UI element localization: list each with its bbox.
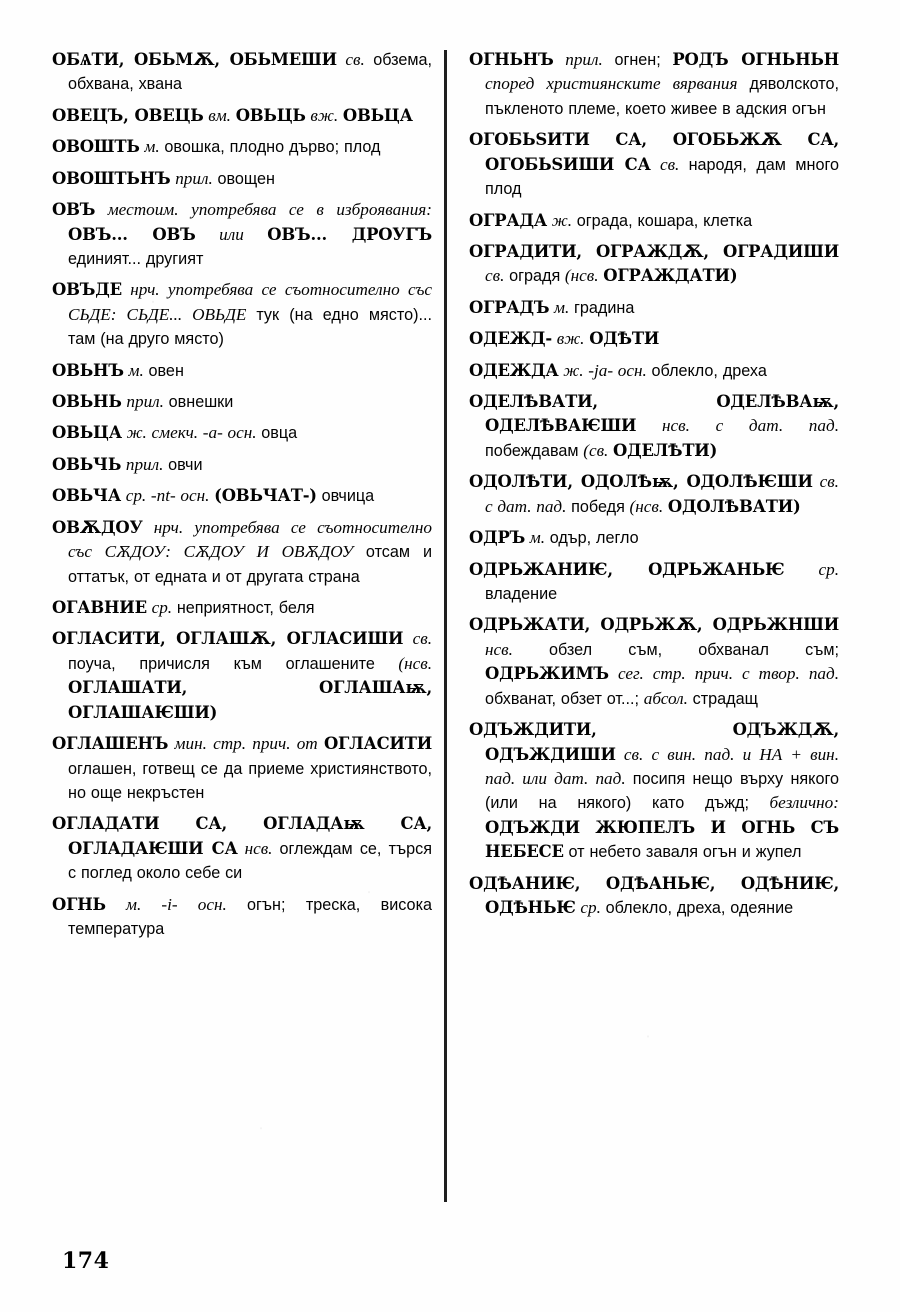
dictionary-entry: [52, 732, 432, 805]
cross-reference-headword: ОВЬЦА: [342, 105, 413, 125]
definition: поуча, причисля към оглашените: [68, 654, 375, 673]
headword: ОВѪДОУ: [52, 517, 143, 537]
dictionary-entry: [52, 453, 432, 477]
grammar-abbreviation: нрч.: [130, 280, 160, 300]
definition: градина: [574, 298, 635, 317]
definition-tertiary: страдащ: [692, 689, 758, 708]
example-form: (ОВЬЧАТ-): [214, 486, 317, 506]
grammar-abbreviation-secondary: безлично:: [769, 793, 839, 813]
headword: ОДЕЖДА: [469, 360, 559, 380]
dictionary-entry: [469, 240, 839, 289]
dictionary-entry: [52, 48, 432, 97]
grammar-abbreviation: м.: [144, 137, 160, 157]
definition: огнен;: [614, 51, 661, 69]
cross-reference-abbreviation: вж.: [310, 105, 339, 125]
example-form: РОДЪ ОГНЬНЬН: [672, 50, 839, 69]
usage-note: според християнските вярвания: [485, 74, 738, 94]
definition: тук (на едно място)... там (на друго място): [68, 305, 432, 349]
grammar-abbreviation: нсв. с дат. пад.: [662, 416, 839, 436]
cross-reference-headword: ОДОЛѢВАТИ): [667, 496, 801, 516]
definition: оглашен, готвещ се да приеме християнството, но още некръстен: [68, 759, 432, 802]
headword: ОВЪДЕ: [52, 280, 122, 300]
grammar-abbreviation: св.: [345, 50, 365, 69]
headword: ОДѢАНИѤ, ОДѢАНЬѤ, ОДѢНИѤ, ОДѢНЬѤ: [469, 873, 839, 918]
dictionary-entry: [52, 421, 432, 445]
headword: ОГОБЬЅИТИ СА, ОГОБЬЖѪ СА, ОГОБЬЅИШИ СА: [469, 130, 839, 174]
dictionary-entry: [469, 48, 839, 121]
grammar-abbreviation: ср. -nt- осн.: [125, 486, 210, 506]
definition: овнешки: [168, 393, 234, 412]
cross-reference-abbreviation: (нсв.: [629, 496, 664, 516]
right-text-column: [447, 48, 839, 1208]
headword: ОГНЬ: [52, 894, 106, 914]
definition: облекло, дреха, одеяние: [605, 899, 794, 918]
dictionary-entry: [469, 872, 839, 921]
connector: или: [219, 224, 244, 244]
grammar-abbreviation: местоим.: [107, 200, 179, 220]
dictionary-entry: [52, 104, 432, 128]
definition: овчица: [321, 487, 375, 506]
headword: ОДЕЖД-: [469, 329, 553, 349]
headword: ОГЛАСИТИ, ОГЛАШѪ, ОГЛАСИШИ: [52, 629, 404, 649]
headword: ОГАВНИЕ: [52, 598, 147, 618]
definition: огън; треска, висока температура: [68, 895, 433, 939]
definition-continued: дяволското, пъкленото племе, което живее в адския огън: [485, 75, 839, 118]
dictionary-entry: [52, 135, 432, 159]
grammar-abbreviation: прил.: [126, 392, 164, 412]
headword: ОГРАДА: [469, 210, 547, 230]
grammar-abbreviation: м.: [529, 528, 546, 548]
grammar-abbreviation: мин. стр. прич. от: [174, 734, 318, 754]
dictionary-entry: [469, 390, 839, 463]
dictionary-entry: [52, 359, 432, 383]
headword: ОГНЬНЪ: [469, 50, 554, 69]
headword: ОГРАДИТИ, ОГРАЖДѪ, ОГРАДИШИ: [469, 241, 839, 261]
grammar-abbreviation: св. с вин. пад. и НА + вин. пад. или дат. пад.: [485, 744, 839, 788]
headword: ОГРАДЪ: [469, 297, 550, 317]
headword: ОДРЪ: [469, 528, 526, 548]
headword: ОВЬНЪ: [52, 360, 124, 380]
headword: ОГЛАШЕНЪ: [52, 734, 169, 754]
headword-variant: ОВЬЦЬ: [235, 105, 306, 125]
dictionary-entry: [52, 893, 432, 942]
headword: ОВЪ: [52, 200, 96, 220]
example-form: ОДРЬЖИМЪ: [485, 664, 609, 684]
grammar-abbreviation: м.: [554, 297, 570, 317]
headword: ОДРЬЖАТИ, ОДРЬЖѪ, ОДРЬЖНШИ: [469, 615, 839, 635]
dictionary-entry: [52, 484, 432, 508]
headword: ОВОШТЬ: [52, 137, 140, 157]
two-column-text-body: [52, 48, 852, 1208]
grammar-abbreviation: ж. смекч. -а- осн.: [126, 423, 257, 443]
definition: обзема, обхвана, хвана: [68, 51, 432, 94]
headword: ОВЬЧА: [52, 486, 121, 506]
cross-reference-abbreviation: (св.: [583, 440, 609, 460]
cross-reference-headword: ОДѢТИ: [589, 329, 660, 349]
grammar-abbreviation: м.: [128, 360, 144, 380]
headword: ОДОЛѢТИ, ОДОЛѢѭ, ОДОЛѢѤШИ: [469, 472, 813, 492]
definition: посипя нещо върху някого (или на някого) като дъжд;: [485, 769, 839, 813]
dictionary-entry: [52, 390, 432, 414]
definition: овца: [261, 424, 298, 443]
dictionary-entry: [52, 627, 432, 725]
cross-reference-abbreviation: (нсв.: [398, 653, 433, 673]
definition-continued: от небето заваля огън и жупел: [568, 843, 802, 862]
dictionary-entry: [52, 516, 432, 589]
dictionary-entry: [469, 526, 839, 550]
dictionary-entry: [469, 359, 839, 383]
cross-reference-abbreviation: (нсв.: [564, 266, 599, 286]
cross-reference-headword: ОГРАЖДАТИ): [603, 266, 738, 286]
grammar-abbreviation: св.: [412, 629, 433, 649]
cross-reference-headword: ОГЛАСИТИ: [323, 734, 433, 754]
definition: одър, легло: [549, 529, 639, 548]
grammar-abbreviation: ж. -ja- осн.: [563, 360, 647, 380]
grammar-abbreviation: нсв.: [244, 838, 273, 858]
column-divider-rule: [444, 50, 447, 1202]
dictionary-entry: [469, 558, 839, 607]
definition: оглеждам се, търся с поглед около себе си: [68, 839, 432, 883]
definition: овчи: [168, 455, 203, 474]
grammar-abbreviation: нсв.: [485, 639, 513, 659]
dictionary-entry: [52, 167, 432, 191]
grammar-abbreviation-secondary: сег. стр. прич. с твор. пад.: [617, 664, 839, 684]
dictionary-entry: [469, 296, 839, 320]
headword: ОВОШТЬНЪ: [52, 168, 171, 188]
definition-continued: обхванат, обзет от...;: [485, 689, 640, 708]
headword: ОДРЬЖАНИѤ, ОДРЬЖАНЬѤ: [469, 559, 785, 579]
example-form: ОВЪ... ДРОУГЪ: [267, 224, 432, 244]
headword: ОГЛАДАТИ СА, ОГЛАДАѭ СА, ОГЛАДАѤШИ СА: [52, 814, 432, 858]
dictionary-entry: [52, 596, 432, 620]
headword: ОБѦТИ, ОБЬМѪ, ОБЬМЕШИ: [52, 50, 337, 69]
definition: обзел съм, обхванал съм;: [548, 640, 839, 659]
definition: овошка, плодно дърво; плод: [164, 138, 381, 157]
page-number: 174: [62, 1248, 110, 1274]
definition: владение: [485, 585, 558, 604]
grammar-abbreviation: нрч.: [153, 517, 184, 537]
headword: ОВЬЧЬ: [52, 454, 122, 474]
usage-note: употребява се съотносително със СЬДЕ: СЬДЕ... ОВЬДЕ: [68, 280, 432, 324]
definition: отсам и оттатък, от едната и от другата страна: [68, 543, 433, 586]
grammar-abbreviation: св.: [659, 154, 680, 174]
dictionary-entry: [52, 278, 432, 351]
definition: ограда, кошара, клетка: [576, 211, 753, 230]
headword: ОВЬЦА: [52, 423, 122, 443]
definition: овен: [148, 361, 184, 380]
dictionary-entry: [469, 718, 839, 865]
definition: овощен: [217, 169, 275, 188]
example-form: ОДЪЖДИ ЖЮПЕЛЪ И ОГНЬ СЪ НЕБЕСЕ: [485, 817, 839, 862]
headword: ОВЬНЬ: [52, 392, 122, 412]
grammar-abbreviation: св. с дат. пад.: [485, 472, 839, 516]
dictionary-entry: [469, 327, 839, 351]
dictionary-entry: [469, 209, 839, 233]
cross-reference-headword: ОГЛАШАТИ, ОГЛАШАѭ, ОГЛАШАѤШИ): [68, 678, 432, 722]
grammar-abbreviation: прил.: [565, 50, 603, 69]
dictionary-entry: [469, 128, 839, 201]
grammar-abbreviation: прил.: [175, 168, 213, 188]
dictionary-entry: [52, 198, 432, 271]
grammar-abbreviation: вм.: [208, 105, 231, 125]
grammar-abbreviation: прил.: [125, 454, 164, 474]
dictionary-entry: [52, 812, 432, 885]
definition: оградя: [509, 267, 561, 286]
definition: облекло, дреха: [651, 361, 767, 380]
grammar-abbreviation: ср.: [580, 898, 601, 918]
grammar-abbreviation: ср.: [151, 598, 173, 618]
headword: ОВЕЦЪ, ОВЕЦЬ: [52, 105, 204, 125]
definition: неприятност, беля: [176, 599, 315, 618]
usage-note: употребява се в изброявания:: [191, 200, 432, 220]
grammar-abbreviation-tertiary: абсол.: [643, 688, 688, 708]
cross-reference-headword: ОДЕЛѢТИ): [613, 440, 718, 460]
headword: ОДЕЛѢВАТИ, ОДЕЛѢВАѭ, ОДЕЛѢВАѤШИ: [469, 392, 839, 436]
grammar-abbreviation: св.: [485, 266, 505, 286]
grammar-abbreviation: м. -i- осн.: [125, 894, 227, 914]
dictionary-entry: [469, 613, 839, 711]
definition: единият... другият: [68, 249, 204, 268]
definition: победя: [571, 497, 625, 516]
cross-reference-abbreviation: вж.: [556, 329, 585, 349]
grammar-abbreviation: ж.: [551, 210, 572, 230]
grammar-abbreviation: ср.: [818, 559, 840, 579]
definition: народя, дам много плод: [485, 155, 840, 199]
headword: ОДЪЖДИТИ, ОДЪЖДѪ, ОДЪЖДИШИ: [469, 720, 839, 764]
example-form: ОВЪ... ОВЪ: [68, 224, 196, 244]
dictionary-entry: [469, 470, 839, 519]
definition: побеждавам: [485, 441, 579, 460]
usage-note: употребява се съотносително със СѪДОУ: СѪДОУ И ОВѪДОУ: [68, 517, 433, 562]
left-text-column: [52, 48, 444, 1208]
